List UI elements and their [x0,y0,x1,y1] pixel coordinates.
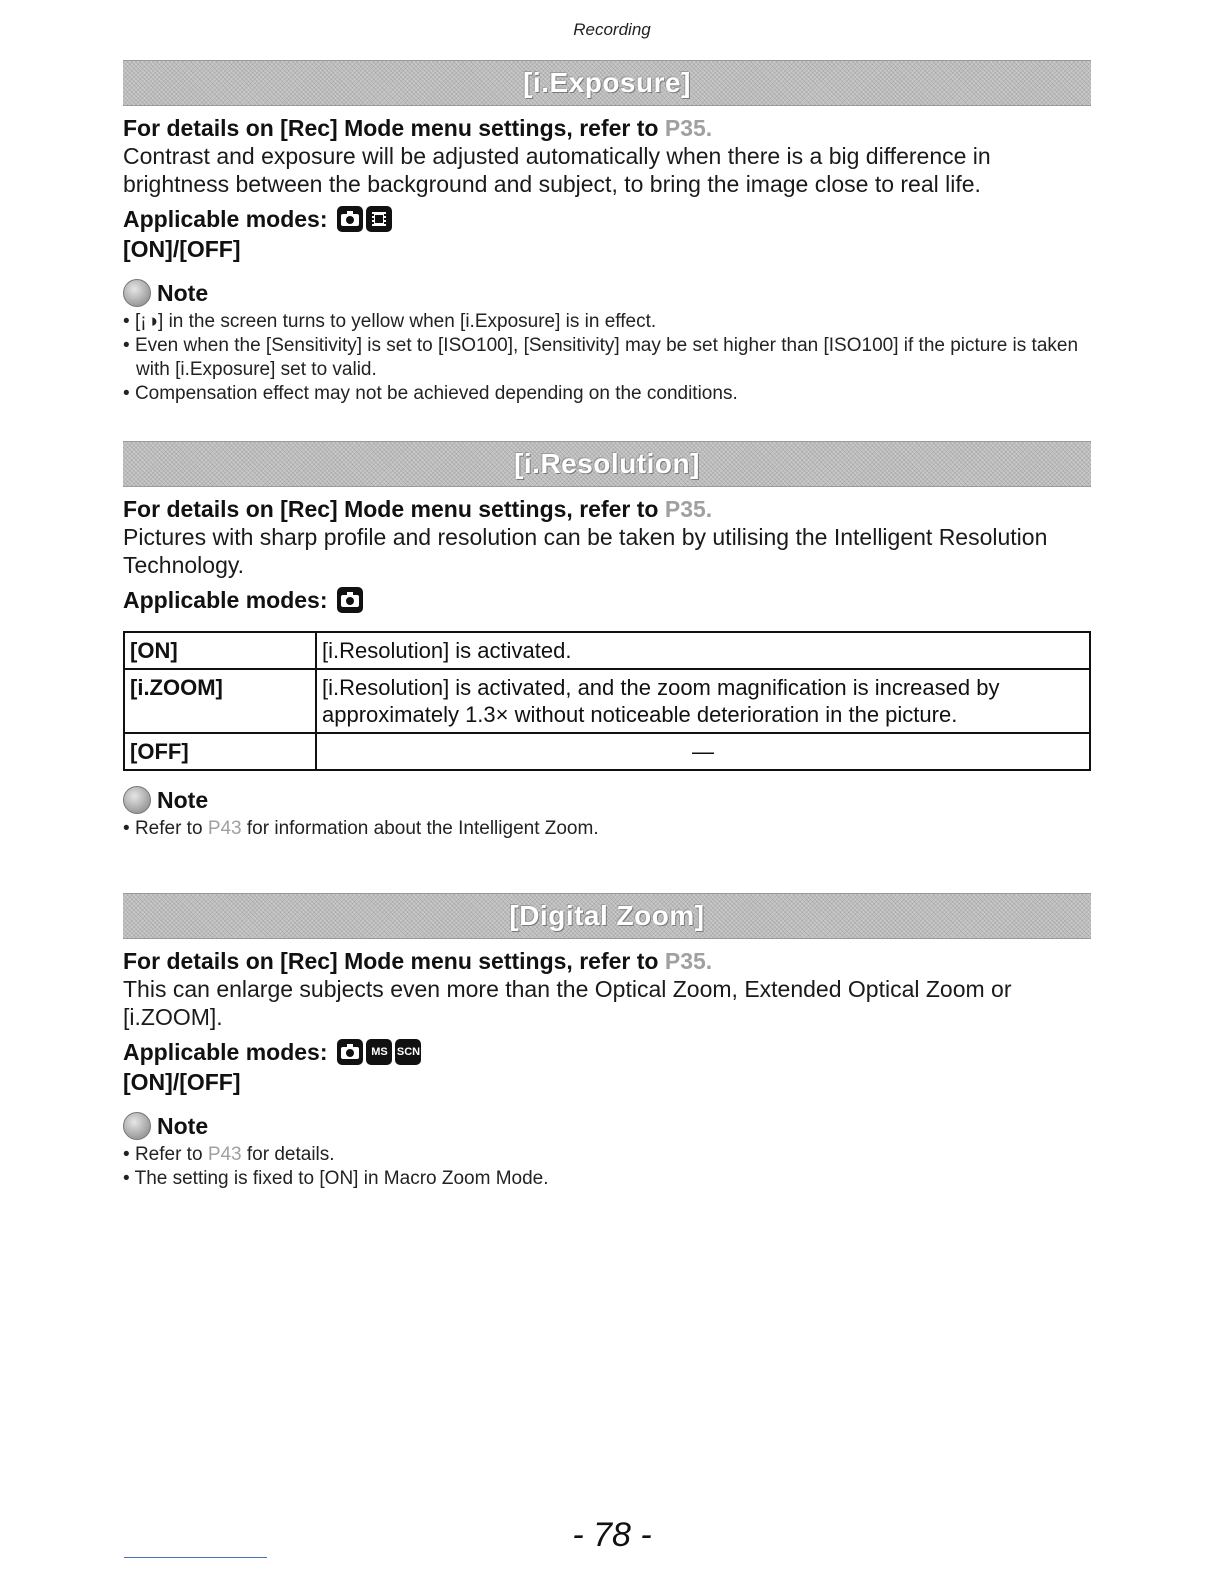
rec-mode-reference [123,947,1091,975]
note-text: for details. [246,1144,335,1165]
page-reference-link[interactable]: P43 [207,1144,242,1165]
table-row [124,733,1090,770]
list-item: • Compensation effect may not be achieved depending on the conditions. [123,382,1091,406]
table-row [124,669,1090,733]
list-item: • The setting is fixed to [ON] in Macro Zoom Mode. [123,1167,1091,1191]
applicable-modes [123,1037,1091,1067]
reference-text: For details on [Rec] Mode menu settings, refer to [123,948,659,974]
page-header: Recording [573,20,651,39]
note-label: Note [157,1113,209,1139]
modes-label: Applicable modes: [123,206,328,232]
note-list [123,817,1091,841]
list-item: • [¡◑] in the screen turns to yellow when [i.Exposure] is in effect. [123,310,1091,334]
page-reference-link[interactable]: P43 [207,818,242,839]
list-item: • Even when the [Sensitivity] is set to [ISO100], [Sensitivity] may be set higher than [ISO100] if the picture is taken with [i.Exposure] set to valid. [123,334,1091,382]
section-i-exposure [123,60,1091,406]
page-reference-link[interactable]: P35. [664,948,713,974]
description: This can enlarge subjects even more than the Optical Zoom, Extended Optical Zoom or [i.ZOOM]. [123,976,1012,1030]
list-item [123,1143,1091,1167]
settings-table [123,631,1091,771]
section-i-resolution [123,441,1091,841]
note-text: Refer to [134,1144,203,1165]
camera-icon [337,206,363,232]
table-cell-key: [i.ZOOM] [124,669,316,733]
note-label: Note [157,787,209,813]
table-row [124,632,1090,669]
table-cell-value: — [316,733,1090,770]
modes-label: Applicable modes: [123,1039,328,1065]
camera-icon [337,587,363,613]
reference-text: For details on [Rec] Mode menu settings, refer to [123,496,659,522]
page-number: - 78 - [572,1516,652,1554]
note-text: Refer to [134,818,203,839]
table-cell-key: [ON] [124,632,316,669]
section-banner [123,60,1091,106]
note-heading [123,278,1091,308]
section-banner [123,893,1091,939]
note-heading [123,785,1091,815]
description: Contrast and exposure will be adjusted automatically when there is a big difference in brightness between the background and subject, to bring the image close to real life. [123,143,991,197]
note-list [123,310,1091,406]
table-cell-key: [OFF] [124,733,316,770]
section-title: [Digital Zoom] [509,900,705,931]
note-text: for information about the Intelligent Zoom. [246,818,599,839]
table-cell-value: [i.Resolution] is activated, and the zoom magnification is increased by approximately 1.3× without noticeable deterioration in the picture. [316,669,1090,733]
note-icon [123,786,151,814]
ms-mode-icon: MS [366,1039,392,1065]
applicable-modes [123,585,1091,615]
rec-mode-reference [123,114,1091,142]
page-reference-link[interactable]: P35. [664,496,713,522]
note-label: Note [157,280,209,306]
page-reference-link[interactable]: P35. [664,115,713,141]
list-item [123,817,1091,841]
section-banner [123,441,1091,487]
section-title: [i.Exposure] [523,67,691,98]
camera-icon [337,1039,363,1065]
rec-mode-reference [123,495,1091,523]
applicable-modes [123,204,1091,234]
description: Pictures with sharp profile and resolution can be taken by utilising the Intelligent Resolution Technology. [123,524,1048,578]
reference-text: For details on [Rec] Mode menu settings, refer to [123,115,659,141]
modes-label: Applicable modes: [123,587,328,613]
note-icon [123,279,151,307]
note-list [123,1143,1091,1191]
footer-rule [124,1557,267,1558]
section-digital-zoom [123,893,1091,1191]
setting-options: [ON]/[OFF] [123,1069,241,1095]
note-icon [123,1112,151,1140]
movie-icon [366,206,392,232]
note-heading [123,1111,1091,1141]
section-title: [i.Resolution] [514,448,700,479]
setting-options: [ON]/[OFF] [123,236,241,262]
table-cell-value: [i.Resolution] is activated. [316,632,1090,669]
scn-mode-icon: SCN [395,1039,421,1065]
